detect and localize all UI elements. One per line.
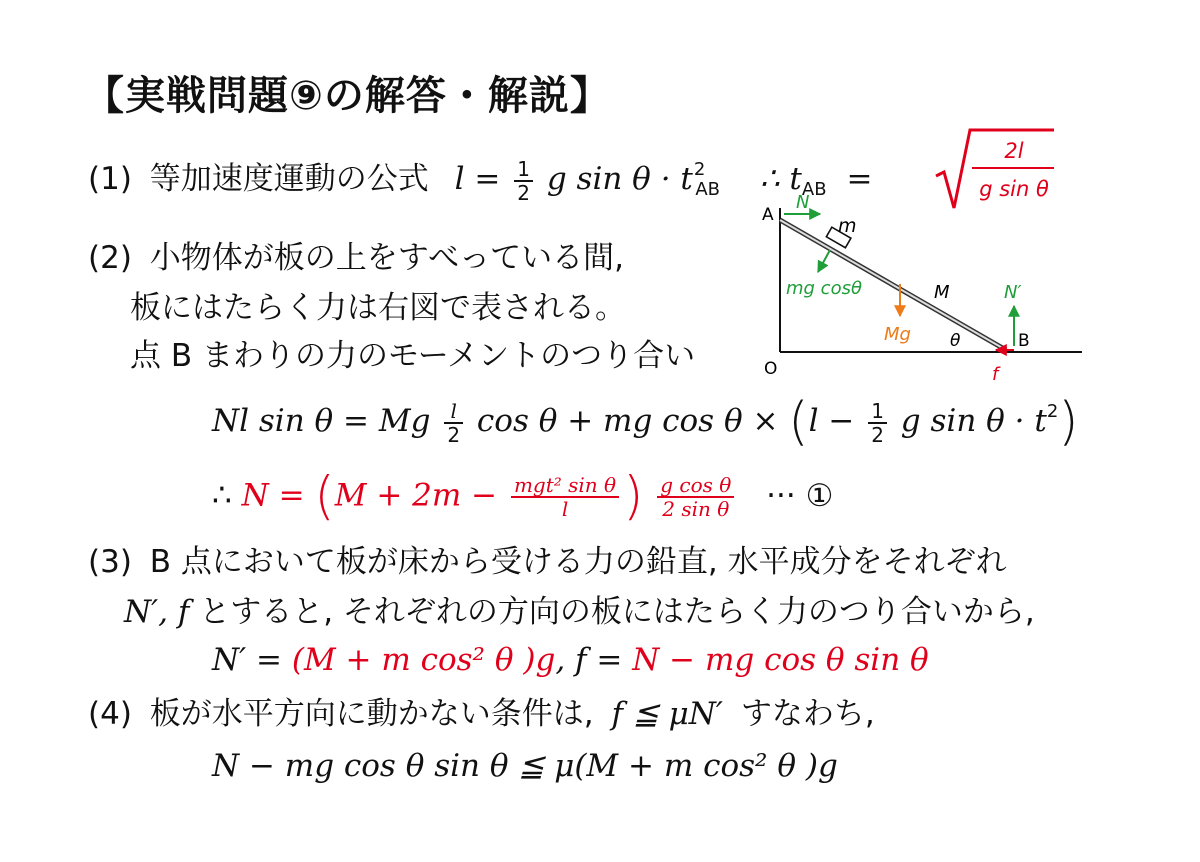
q1-frac-den: 2 [517, 180, 530, 205]
q3-line2 [124, 592, 1035, 632]
q2-eq1 [212, 392, 1079, 452]
q4-line1 [88, 694, 875, 734]
q4-text1: 板が水平方向に動かない条件は, [149, 696, 594, 732]
q2-eq2-a: N = [241, 477, 305, 514]
q2-eq2-frac2 [657, 474, 734, 520]
q2-text1: 小物体が板の上をすべっている間, [149, 240, 625, 276]
q2-line2: 板にはたらく力は右図で表される。 [130, 290, 626, 326]
q2-eq2-frac-den: l [561, 497, 569, 521]
q1-text: 等加速度運動の公式 [149, 161, 429, 197]
q2-eq2-therefore: ∴ [212, 477, 232, 514]
label-f: f [992, 364, 999, 385]
q2-eq2-b: M + 2m − [334, 477, 498, 514]
q2-line3: 点 B まわりの力のモーメントのつり合い [130, 338, 696, 374]
q3-label: (3) [88, 544, 132, 580]
q1-therefore-eq: = [846, 161, 873, 197]
q3-line2-text: とすると, それぞれの方向の板にはたらく力のつり合いから, [199, 594, 1035, 630]
q1-eq-rhs: g sin θ · t [546, 161, 693, 197]
q2-eq1-b: cos θ + mg cos θ × [476, 403, 779, 439]
label-m: m [838, 215, 857, 237]
q1-therefore: ∴ t [759, 161, 802, 197]
label-B: B [1018, 331, 1030, 351]
q3-line2-math: N′, f [124, 594, 190, 630]
label-Mg: Mg [884, 324, 911, 345]
q2-eq2-frac2-den: 2 sin θ [662, 497, 730, 521]
q1-sub: AB [695, 179, 720, 200]
q1-sup: 2 [693, 159, 706, 180]
q2-eq1-c: l − [808, 403, 855, 439]
q3-eq-lhs: N′ = [212, 642, 282, 678]
q2-eq2-mark: ··· ① [766, 477, 834, 514]
label-N: N [796, 192, 810, 213]
label-A: A [762, 205, 774, 225]
q2-eq1-frac2-num: 1 [868, 400, 887, 424]
q2-eq1-d: g sin θ · t [900, 403, 1047, 439]
q2-eq1-lparen: ( [788, 392, 809, 452]
q2-eq1-a: Nl sin θ = Mg [212, 403, 431, 439]
page-title: 【実戦問題⑨の解答・解説】 [84, 73, 611, 119]
q2-eq2-frac-num: mgt² sin θ [511, 474, 619, 498]
q1-frac [514, 158, 533, 204]
q4-cond: f ≦ μN′ [611, 696, 723, 732]
label-M: M [934, 282, 950, 303]
q1-root-den: g sin θ [979, 177, 1049, 201]
q2-eq2-frac [511, 474, 619, 520]
q4-label: (4) [88, 696, 132, 732]
q1-root-num: 2l [1004, 139, 1024, 163]
q2-eq1-frac2-den: 2 [871, 422, 884, 447]
q1-label: (1) [88, 161, 132, 197]
label-mgcos: mg cosθ [786, 278, 862, 299]
q4-eq-text: N − mg cos θ sin θ ≦ μ(M + m cos² θ )g [212, 748, 838, 784]
q2-eq2-lparen: ( [314, 466, 335, 527]
q4-text2: すなわち, [740, 696, 875, 732]
q2-eq1-frac-num: l [444, 400, 463, 424]
label-O: O [764, 359, 778, 379]
q3-eq-sep: , f = [555, 642, 623, 678]
q2-line1 [88, 238, 624, 278]
label-Nprime: N′ [1004, 282, 1022, 303]
q1-eq-lhs: l = [454, 161, 501, 197]
q2-label: (2) [88, 240, 132, 276]
q2-eq2 [212, 466, 834, 527]
q3-eq [212, 640, 929, 680]
q2-eq1-frac2 [868, 400, 887, 446]
mgcos-arrow [818, 250, 830, 272]
q2-eq1-sup: 2 [1046, 401, 1059, 422]
q2-eq1-rparen: ) [1058, 392, 1079, 452]
q4-eq [212, 746, 838, 786]
q3-line1 [88, 542, 1007, 582]
q3-text1: B 点において板が床から受ける力の鉛直, 水平成分をそれぞれ [149, 544, 1007, 580]
label-theta: θ [950, 331, 961, 351]
board-diagram [750, 190, 1090, 390]
q1-frac-num: 1 [514, 158, 533, 182]
q3-eq-red2: N − mg cos θ sin θ [632, 642, 929, 678]
q2-eq1-frac-den: 2 [447, 422, 461, 447]
q3-eq-red1: (M + m cos² θ )g [291, 642, 556, 678]
q2-eq2-rparen: ) [623, 466, 644, 527]
q2-eq1-frac [444, 400, 463, 446]
q2-eq2-frac2-num: g cos θ [657, 474, 734, 498]
q1-therefore-sub: AB [801, 179, 827, 200]
